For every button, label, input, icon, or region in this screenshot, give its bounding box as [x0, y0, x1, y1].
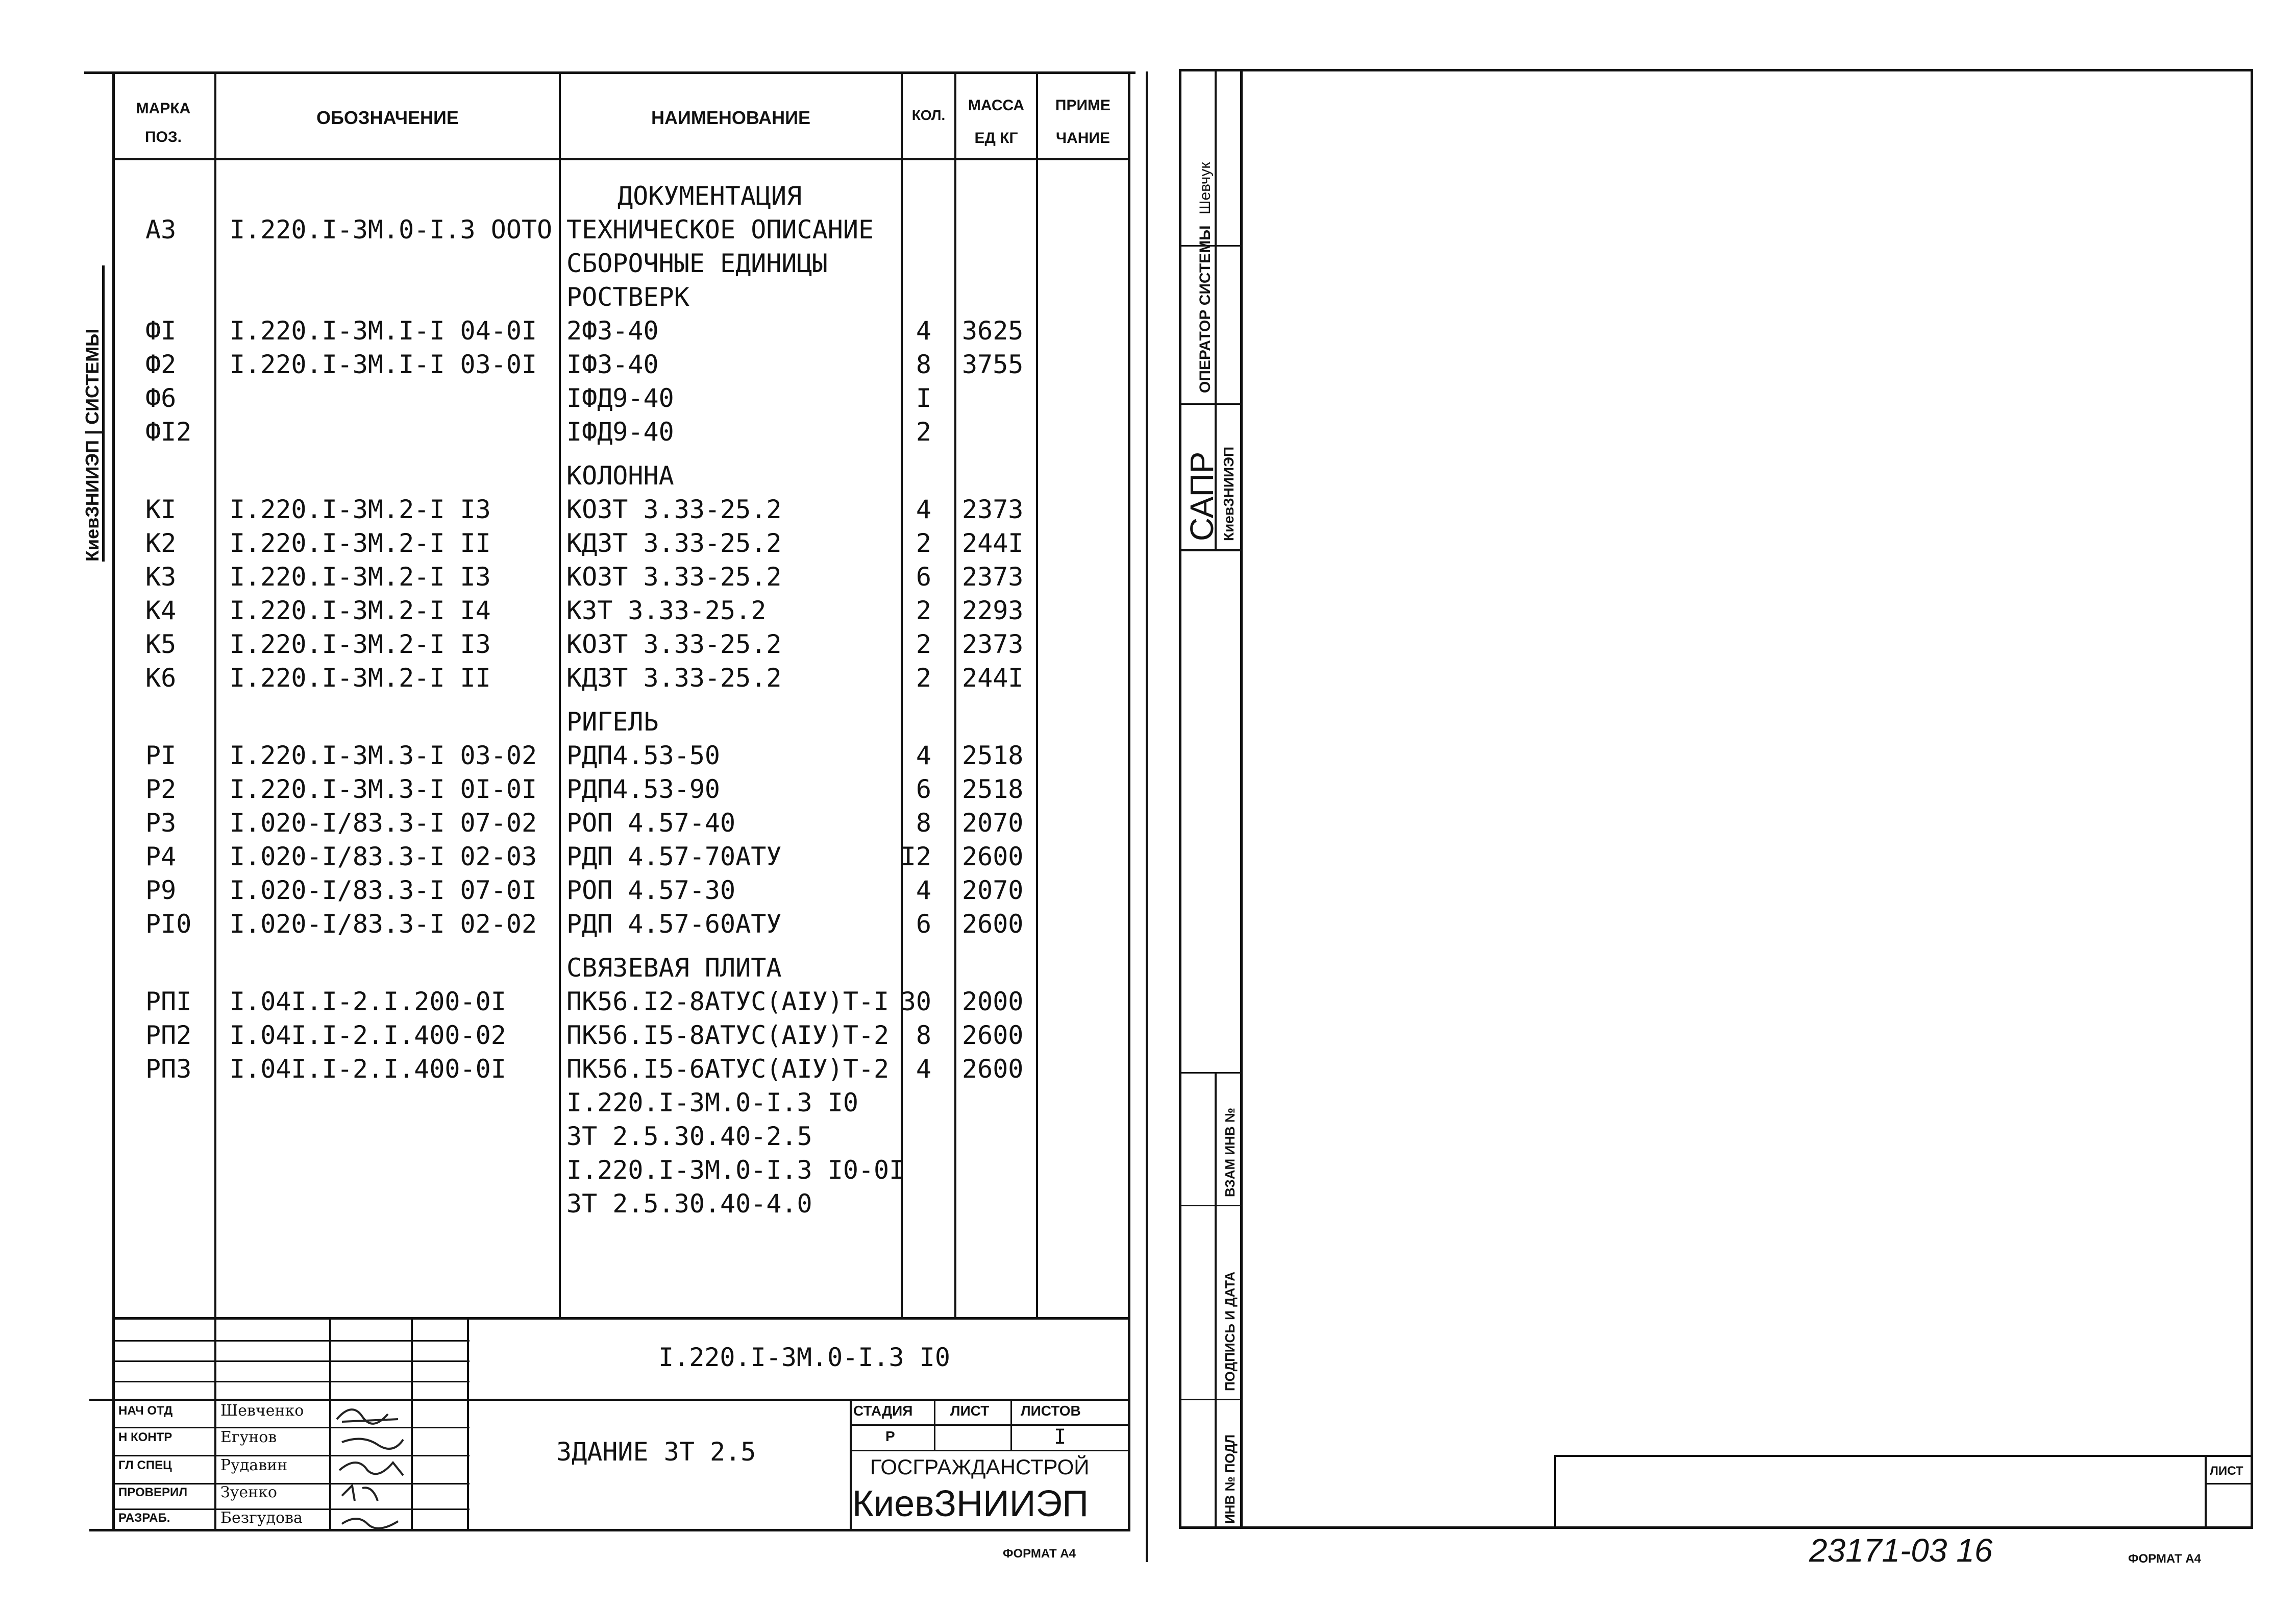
row-designation: I.220.I-3M.2-I I3 — [230, 495, 491, 524]
side-stamp: КиевЗНИИЭП | СИСТЕМЫ — [82, 328, 103, 562]
row-qty: 4 — [916, 1054, 931, 1084]
row-qty: 2 — [916, 528, 931, 558]
row-mass: 2000 — [962, 987, 1024, 1016]
row-mark: Р2 — [145, 774, 177, 804]
sheet-label-right: ЛИСТ — [2210, 1464, 2243, 1478]
row-mass: 2518 — [962, 741, 1024, 770]
row-mass: 2373 — [962, 562, 1024, 592]
row-designation: I.220.I-3M.I-I 04-0I — [230, 316, 537, 346]
row-name: СБОРОЧНЫЕ ЕДИНИЦЫ — [566, 249, 828, 278]
row-mass: 2518 — [962, 774, 1024, 804]
sheets-value: I — [1054, 1425, 1067, 1449]
org-institute: КиевЗНИИЭП — [852, 1483, 1089, 1524]
row-name: РДП4.53-50 — [566, 741, 721, 770]
row-mark: РI0 — [145, 909, 192, 939]
row-mass: 3755 — [962, 350, 1024, 379]
signatures — [332, 1399, 413, 1531]
row-name: 3Т 2.5.30.40-2.5 — [566, 1122, 812, 1151]
row-name: ПК56.I2-8АТУС(АIУ)Т-I — [566, 987, 890, 1016]
row-qty: 30 — [900, 987, 931, 1016]
row-name: ДОКУМЕНТАЦИЯ — [618, 181, 802, 211]
row-qty: 2 — [916, 417, 931, 447]
row-designation: I.020-I/83.3-I 07-02 — [230, 808, 537, 838]
row-name: КД3Т 3.33-25.2 — [566, 528, 782, 558]
stamp-sapr: САПР — [1183, 451, 1220, 541]
row-qty: 4 — [916, 316, 931, 346]
row-designation: I.020-I/83.3-I 07-0I — [230, 875, 537, 905]
row-qty: 2 — [916, 596, 931, 625]
row-designation: I.220.I-3M.2-I I4 — [230, 596, 491, 625]
row-mark: К4 — [145, 596, 177, 625]
row-mark: Р3 — [145, 808, 177, 838]
row-qty: I2 — [900, 842, 931, 871]
row-designation: I.220.I-3M.3-I 0I-0I — [230, 774, 537, 804]
sheet-label: ЛИСТ — [950, 1403, 990, 1419]
row-mass: 2070 — [962, 875, 1024, 905]
signer-name: Шевченко — [220, 1402, 304, 1420]
stamp-operator: ОПЕРАТОР СИСТЕМЫ — [1197, 225, 1214, 393]
row-name: РОП 4.57-30 — [566, 875, 736, 905]
signer-role: Н КОНТР — [118, 1430, 172, 1444]
row-qty: 6 — [916, 562, 931, 592]
row-mark: Р9 — [145, 875, 177, 905]
row-name: РОП 4.57-40 — [566, 808, 736, 838]
row-mark: А3 — [145, 215, 177, 245]
row-name: IФД9-40 — [566, 417, 674, 447]
row-name: 3Т 2.5.30.40-4.0 — [566, 1189, 812, 1219]
row-mark: К6 — [145, 663, 177, 693]
row-qty: 8 — [916, 808, 931, 838]
field-inv-original: ИНВ № ПОДЛ — [1222, 1434, 1238, 1524]
row-designation: I.020-I/83.3-I 02-03 — [230, 842, 537, 871]
row-name: I.220.I-3M.0-I.3 I0 — [566, 1088, 858, 1117]
row-name: 2Ф3-40 — [566, 316, 659, 346]
row-name: РДП 4.57-70АТУ — [566, 842, 782, 871]
row-qty: 2 — [916, 663, 931, 693]
row-designation: I.220.I-3M.2-I I3 — [230, 562, 491, 592]
row-mark: Ф6 — [145, 383, 177, 413]
header-qty: КОЛ. — [911, 107, 946, 123]
signer-role: ПРОВЕРИЛ — [118, 1486, 188, 1499]
row-mass: 2373 — [962, 629, 1024, 659]
format-label-right: ФОРМАТ А4 — [2128, 1552, 2201, 1566]
row-qty: 4 — [916, 495, 931, 524]
row-mark: ФI — [145, 316, 177, 346]
format-label-left: ФОРМАТ А4 — [1003, 1547, 1076, 1561]
row-qty: 6 — [916, 774, 931, 804]
field-signature-date: ПОДПИСЬ И ДАТА — [1222, 1271, 1238, 1391]
row-mass: 244I — [962, 663, 1024, 693]
row-mass: 2600 — [962, 1020, 1024, 1050]
row-name: СВЯЗЕВАЯ ПЛИТА — [566, 953, 782, 983]
row-mass: 244I — [962, 528, 1024, 558]
row-designation: I.220.I-3M.2-I II — [230, 663, 491, 693]
row-designation: I.220.I-3M.2-I I3 — [230, 629, 491, 659]
row-mark: РПI — [145, 987, 192, 1016]
doc-code: I.220.I-3M.0-I.3 I0 — [658, 1343, 950, 1372]
row-mass: 3625 — [962, 316, 1024, 346]
row-qty: 6 — [916, 909, 931, 939]
row-designation: I.020-I/83.3-I 02-02 — [230, 909, 537, 939]
row-designation: I.220.I-3M.2-I II — [230, 528, 491, 558]
row-designation: I.04I.I-2.I.400-02 — [230, 1020, 506, 1050]
header-designation: ОБОЗНАЧЕНИЕ — [316, 107, 459, 128]
field-replace-inv: ВЗАМ ИНВ № — [1222, 1108, 1238, 1197]
row-mass: 2293 — [962, 596, 1024, 625]
row-mark: Р4 — [145, 842, 177, 871]
row-designation: I.220.I-3M.3-I 03-02 — [230, 741, 537, 770]
row-mark: РI — [145, 741, 177, 770]
row-designation: I.04I.I-2.I.400-0I — [230, 1054, 506, 1084]
row-qty: 8 — [916, 350, 931, 379]
row-name: РИГЕЛЬ — [566, 707, 659, 737]
header-mass: МАССА ЕД КГ — [968, 97, 1025, 147]
handwritten-number: 23171-03 16 — [1809, 1532, 1993, 1569]
signer-name: Егунов — [220, 1428, 277, 1446]
row-mark: РП3 — [145, 1054, 192, 1084]
row-mark: ФI2 — [145, 417, 192, 447]
header-note: ПРИМЕ ЧАНИЕ — [1055, 97, 1111, 147]
row-name: КО3Т 3.33-25.2 — [566, 495, 782, 524]
row-name: КОЛОННА — [566, 461, 674, 491]
row-mark: К2 — [145, 528, 177, 558]
stage-label: СТАДИЯ — [853, 1403, 913, 1419]
row-mark: РП2 — [145, 1020, 192, 1050]
row-name: ПК56.I5-8АТУС(АIУ)Т-2 — [566, 1020, 890, 1050]
object-name: ЗДАНИЕ 3Т 2.5 — [556, 1437, 756, 1467]
row-mass: 2070 — [962, 808, 1024, 838]
org-ministry: ГОСГРАЖДАНСТРОЙ — [870, 1455, 1090, 1479]
row-name: ПК56.I5-6АТУС(АIУ)Т-2 — [566, 1054, 890, 1084]
row-mass: 2600 — [962, 1054, 1024, 1084]
row-qty: 4 — [916, 875, 931, 905]
row-mass: 2373 — [962, 495, 1024, 524]
row-name: КО3Т 3.33-25.2 — [566, 562, 782, 592]
signer-role: НАЧ ОТД — [118, 1404, 173, 1418]
sheets-label: ЛИСТОВ — [1021, 1403, 1081, 1419]
signer-role: ГЛ СПЕЦ — [118, 1458, 172, 1472]
row-name: ТЕХНИЧЕСКОЕ ОПИСАНИЕ — [566, 215, 874, 245]
row-name: РОСТВЕРК — [566, 282, 689, 312]
signer-name: Рудавин — [220, 1456, 288, 1474]
signer-name: Зуенко — [220, 1483, 277, 1501]
row-mark: Ф2 — [145, 350, 177, 379]
row-designation: I.04I.I-2.I.200-0I — [230, 987, 506, 1016]
stamp-org: КиевЗНИИЭП — [1221, 446, 1237, 541]
row-name: IФ3-40 — [566, 350, 659, 379]
row-qty: 4 — [916, 741, 931, 770]
row-name: КД3Т 3.33-25.2 — [566, 663, 782, 693]
row-qty: 2 — [916, 629, 931, 659]
row-qty: I — [916, 383, 931, 413]
row-designation: I.220.I-3M.I-I 03-0I — [230, 350, 537, 379]
row-name: К3Т 3.33-25.2 — [566, 596, 767, 625]
row-designation: I.220.I-3M.0-I.3 ООТО — [230, 215, 553, 245]
row-mark: КI — [145, 495, 177, 524]
header-name: НАИМЕНОВАНИЕ — [651, 107, 810, 128]
signer-role: РАЗРАБ. — [118, 1511, 170, 1525]
row-name: IФД9-40 — [566, 383, 674, 413]
stamp-name: Шевчук — [1197, 162, 1214, 214]
row-mass: 2600 — [962, 909, 1024, 939]
header-mark: МАРКА ПОЗ. — [136, 100, 191, 145]
row-name: РДП 4.57-60АТУ — [566, 909, 782, 939]
row-name: КО3Т 3.33-25.2 — [566, 629, 782, 659]
stage-value: Р — [885, 1428, 895, 1444]
spec-table-body — [112, 168, 1128, 1312]
row-qty: 8 — [916, 1020, 931, 1050]
signer-name: Безгудова — [220, 1509, 303, 1527]
row-name: I.220.I-3M.0-I.3 I0-0I — [566, 1155, 905, 1185]
row-mark: К5 — [145, 629, 177, 659]
row-mass: 2600 — [962, 842, 1024, 871]
row-mark: К3 — [145, 562, 177, 592]
row-name: РДП4.53-90 — [566, 774, 721, 804]
